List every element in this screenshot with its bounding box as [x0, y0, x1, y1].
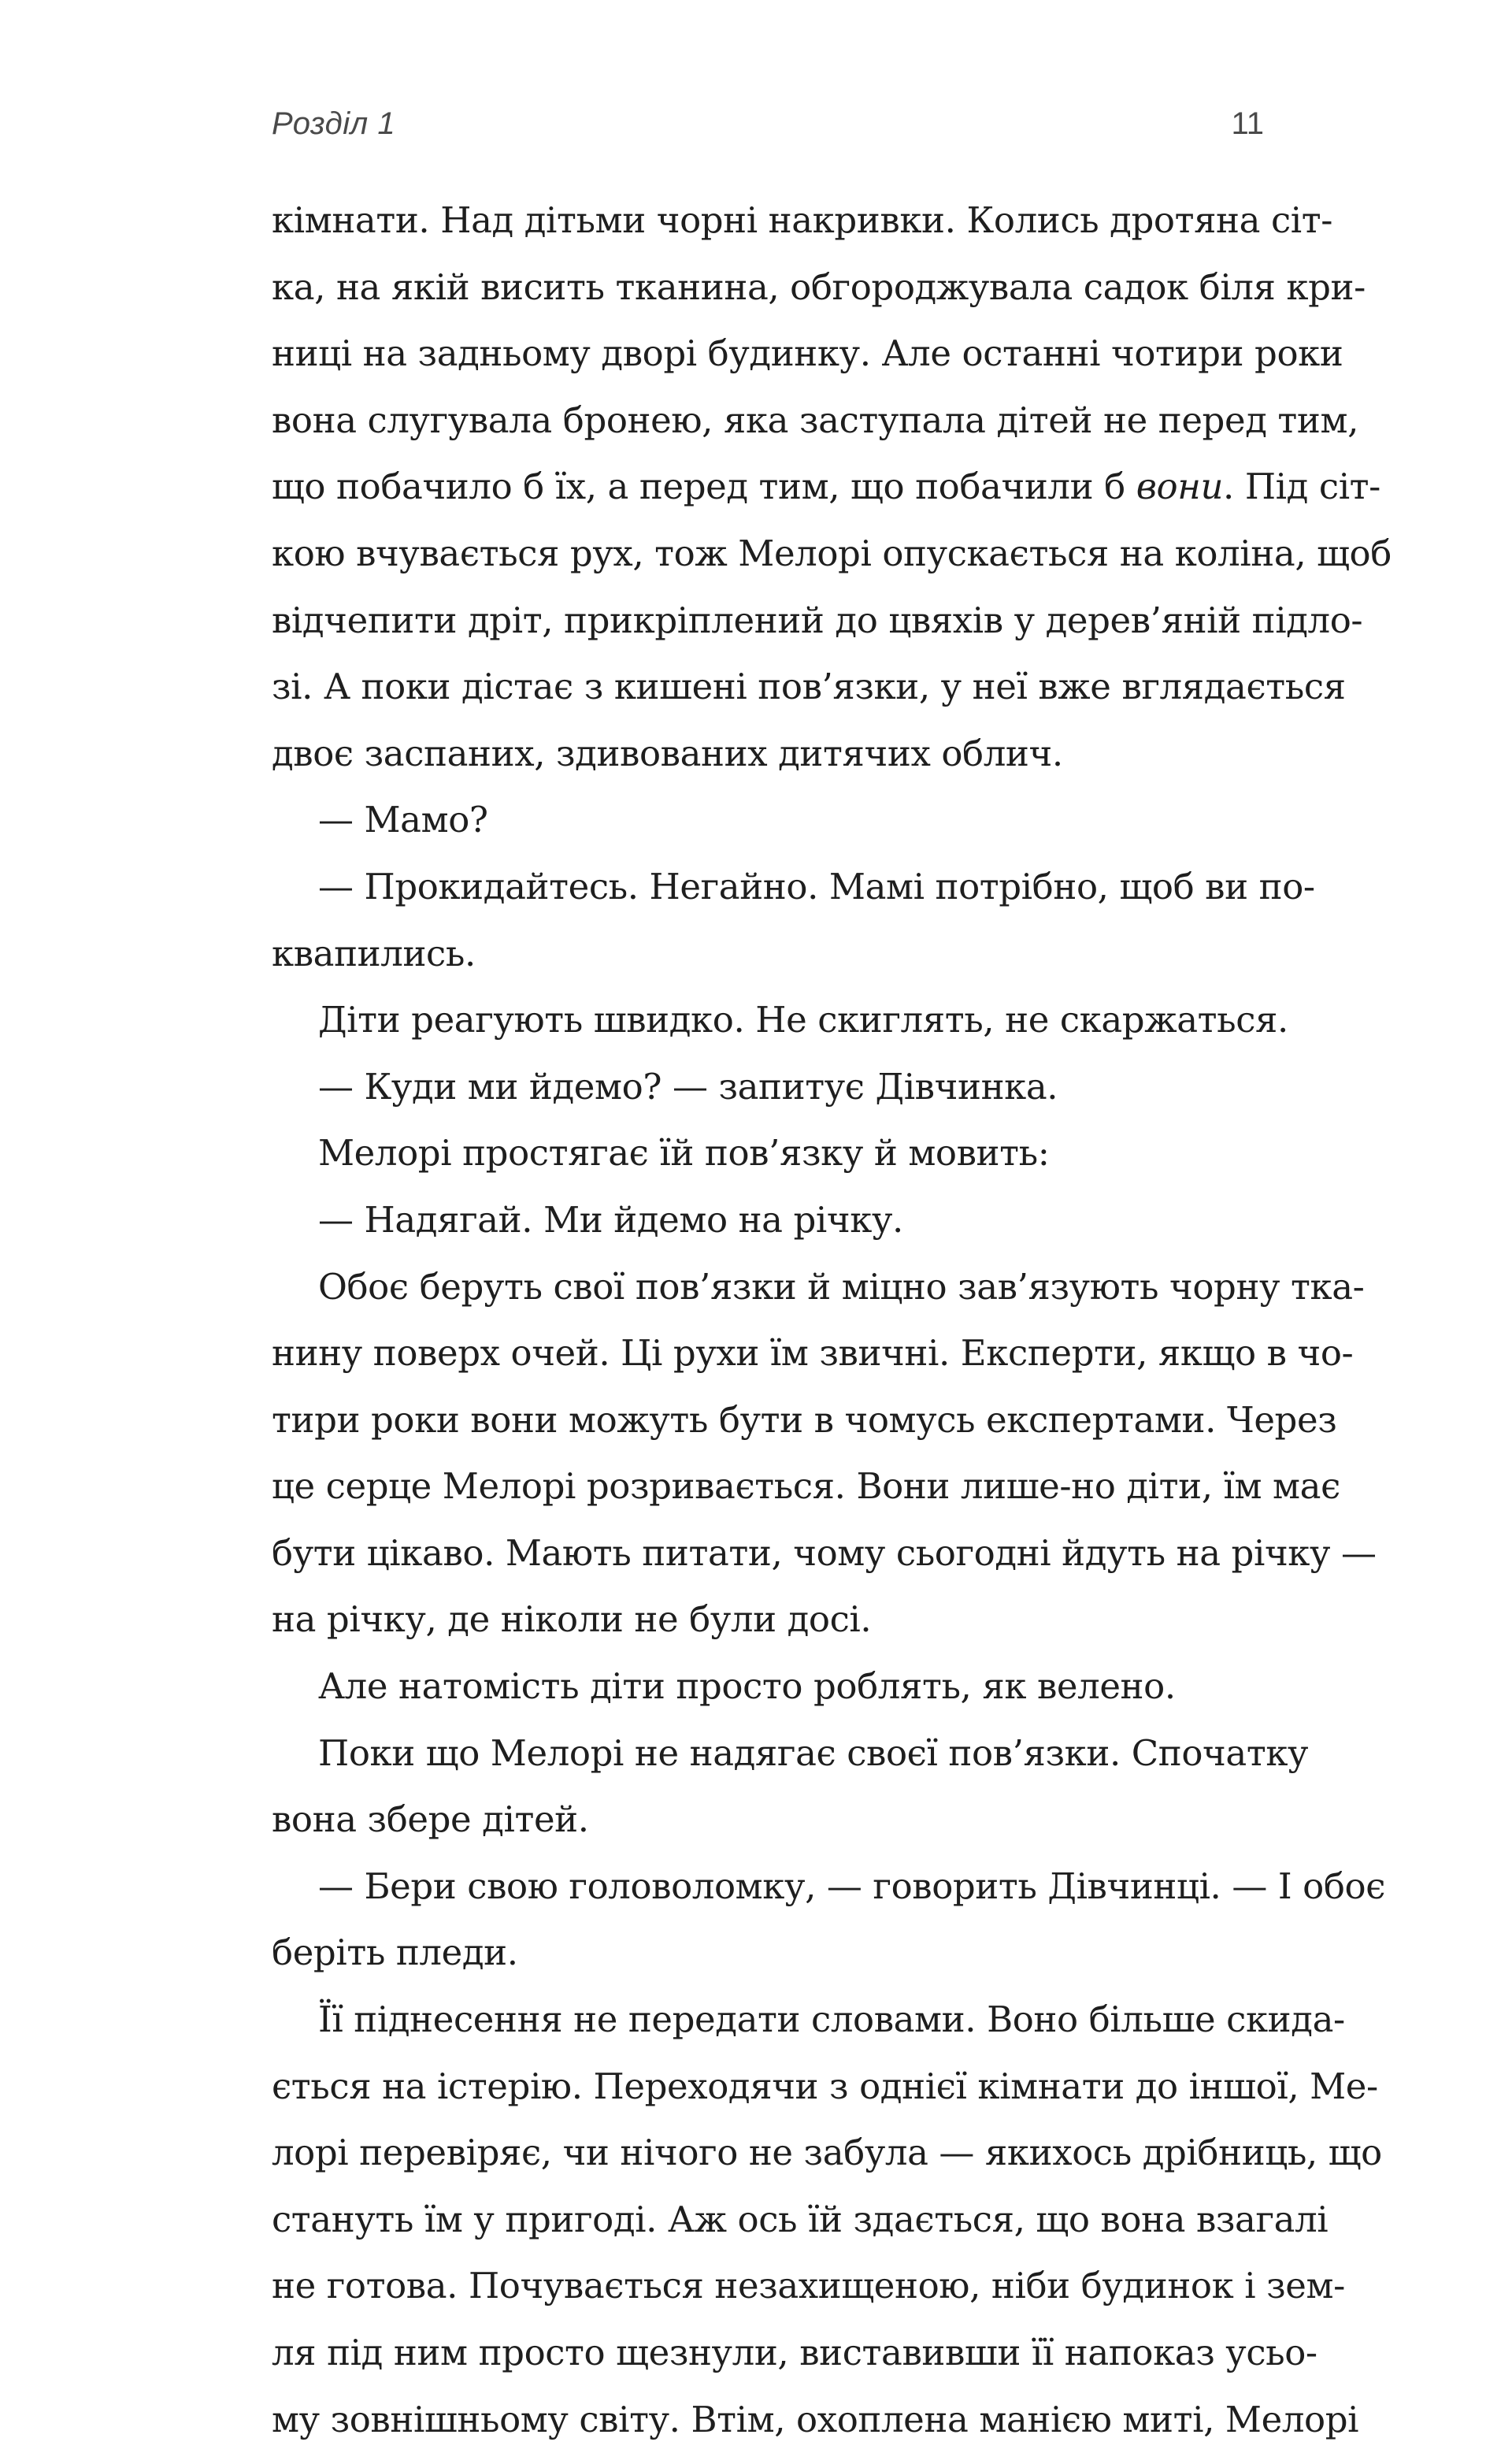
text-line: му зовнішньому світу. Втім, охоплена манією миті, Мелорі: [272, 2398, 1359, 2440]
text-line: лорі перевіряє, чи нічого не забула — якихось дрібниць, що: [272, 2132, 1382, 2174]
text-line: ка, на якій висить тканина, обгороджувала садок біля кри-: [272, 265, 1366, 308]
text-line: зі. А поки дістає з кишені пов’язки, у неї вже вглядається: [272, 666, 1346, 708]
text-line: стануть їм у пригоді. Аж ось їй здається, що вона взагалі: [272, 2198, 1329, 2240]
text-line: [272, 454, 1380, 521]
text-line: бути цікаво. Мають питати, чому сьогодні йдуть на річку —: [272, 1531, 1377, 1574]
text-line: нину поверх очей. Ці рухи їм звичні. Експерти, якщо в чо-: [272, 1332, 1354, 1375]
text-line: вона слугувала бронею, яка заступала дітей не перед тим,: [272, 399, 1359, 441]
running-head: [272, 106, 1264, 154]
text-line: квапились.: [272, 932, 476, 974]
text-line: ля під ним просто щезнули, виставивши її напоказ усьо-: [272, 2332, 1317, 2373]
dialogue-line: — Бери свою головоломку, — говорить Дівчинці. — І обоє: [318, 1865, 1386, 1907]
dialogue-line: — Куди ми йдемо? — запитує Дівчинка.: [318, 1065, 1058, 1108]
text-line: двоє заспаних, здивованих дитячих облич.: [272, 732, 1063, 774]
paragraph-line: Її піднесення не передати словами. Воно більше скида-: [318, 1998, 1345, 2041]
text-line: на річку, де ніколи не були досі.: [272, 1598, 872, 1641]
text-line: не готова. Почувається незахищеною, ніби будинок і зем-: [272, 2265, 1345, 2307]
text-span: що побачило б їх, а перед тим, що побачили б: [272, 466, 1125, 508]
text-line: відчепити дріт, прикріплений до цвяхів у дерев’яній підло-: [272, 599, 1363, 641]
paragraph-line: Але натомість діти просто роблять, як велено.: [318, 1665, 1176, 1708]
dialogue-line: — Надягай. Ми йдемо на річку.: [318, 1198, 903, 1241]
text-line: ється на істерію. Переходячи з однієї кімнати до іншої, Ме-: [272, 2065, 1378, 2107]
text-span: . Під сіт-: [1223, 466, 1380, 508]
paragraph-line: Мелорі простягає їй пов’язку й мовить:: [318, 1132, 1050, 1175]
text-line: це серце Мелорі розривається. Вони лише-но діти, їм має: [272, 1465, 1340, 1508]
text-line: вона збере дітей.: [272, 1798, 589, 1841]
paragraph-line: Поки що Мелорі не надягає своєї пов’язки. Спочатку: [318, 1731, 1309, 1774]
paragraph-line: Обоє беруть свої пов’язки й міцно зав’язують чорну тка-: [318, 1265, 1365, 1308]
dialogue-line: — Мамо?: [318, 799, 488, 841]
dialogue-line: — Прокидайтесь. Негайно. Мамі потрібно, щоб ви по-: [318, 865, 1315, 907]
text-line: кою вчувається рух, тож Мелорі опускається на коліна, щоб: [272, 532, 1392, 574]
text-line: тири роки вони можуть бути в чомусь експертами. Через: [272, 1398, 1337, 1441]
paragraph-line: Діти реагують швидко. Не скиглять, не скаржаться.: [318, 999, 1288, 1041]
body-text: [272, 187, 1392, 2453]
text-line: беріть пледи.: [272, 1932, 518, 1974]
text-line: ниці на задньому дворі будинку. Але останні чотири роки: [272, 332, 1343, 375]
text-line: кімнати. Над дітьми чорні накривки. Колись дротяна сіт-: [272, 199, 1333, 241]
page-number: 11: [1231, 106, 1264, 141]
emphasis-text: вони: [1136, 466, 1224, 508]
chapter-label: Розділ 1: [272, 106, 396, 141]
